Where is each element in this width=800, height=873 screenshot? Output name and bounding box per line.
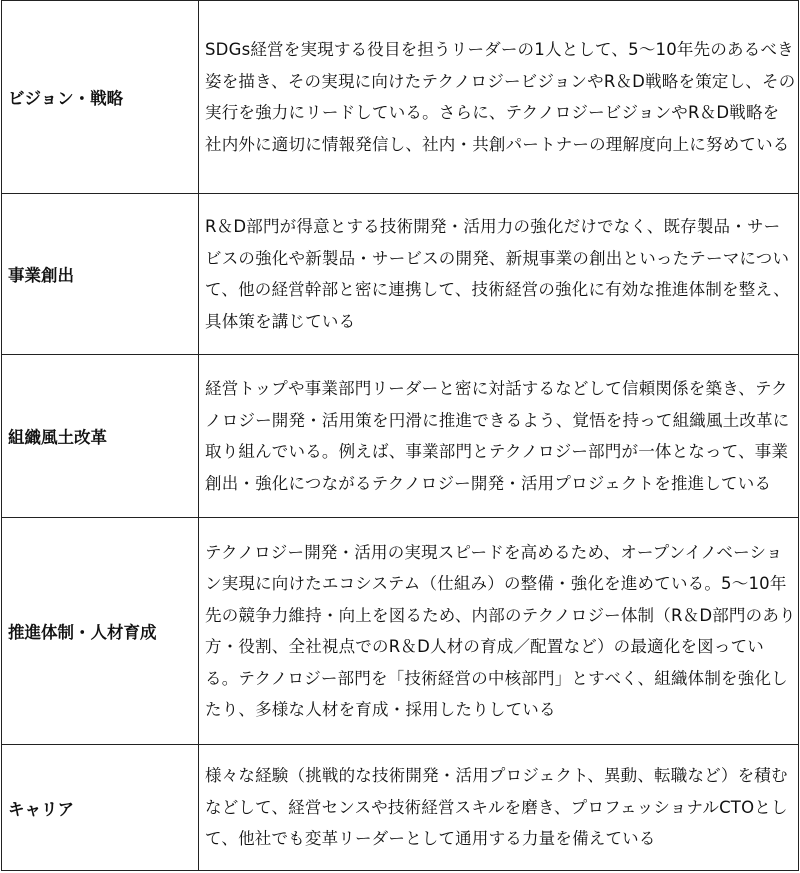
table-row bbox=[2, 355, 799, 518]
row-label: 組織風土改革 bbox=[2, 355, 199, 518]
table-row bbox=[2, 745, 799, 871]
table-row bbox=[2, 194, 799, 355]
row-label: 事業創出 bbox=[2, 194, 199, 355]
table-row bbox=[2, 1, 799, 194]
row-description: 様々な経験（挑戦的な技術開発・活用プロジェクト、異動、転職など）を積むなどして、経営センスや技術経営スキルを磨き、プロフェッショナルCTOとして、他社でも変革リーダーとして通用する力量を備えている bbox=[199, 745, 799, 871]
row-description: SDGs経営を実現する役目を担うリーダーの1人として、5～10年先のあるべき姿を描き、その実現に向けたテクノロジービジョンやR＆D戦略を策定し、その実行を強力にリードしている。さらに、テクノロジービジョンやR＆D戦略を社内外に適切に情報発信し、社内・共創パートナーの理解度向上に努めている bbox=[199, 1, 799, 194]
row-description: R＆D部門が得意とする技術開発・活用力の強化だけでなく、既存製品・サービスの強化や新製品・サービスの開発、新規事業の創出といったテーマについて、他の経営幹部と密に連携して、技術経営の強化に有効な推進体制を整え、具体策を講じている bbox=[199, 194, 799, 355]
row-label: キャリア bbox=[2, 745, 199, 871]
row-description: テクノロジー開発・活用の実現スピードを高めるため、オープンイノベーション実現に向けたエコシステム（仕組み）の整備・強化を進めている。5～10年先の競争力維持・向上を図るため、内部のテクノロジー体制（R＆D部門のあり方・役割、全社視点でのR＆D人材の育成／配置など）の最適化を図っている。テクノロジー部門を「技術経営の中核部門」とすべく、組織体制を強化したり、多様な人材を育成・採用したりしている bbox=[199, 518, 799, 745]
row-label: ビジョン・戦略 bbox=[2, 1, 199, 194]
row-description: 経営トップや事業部門リーダーと密に対話するなどして信頼関係を築き、テクノロジー開発・活用策を円滑に推進できるよう、覚悟を持って組織風土改革に取り組んでいる。例えば、事業部門とテクノロジー部門が一体となって、事業創出・強化につながるテクノロジー開発・活用プロジェクトを推進している bbox=[199, 355, 799, 518]
cto-role-table bbox=[1, 0, 799, 871]
table-row bbox=[2, 518, 799, 745]
row-label: 推進体制・人材育成 bbox=[2, 518, 199, 745]
